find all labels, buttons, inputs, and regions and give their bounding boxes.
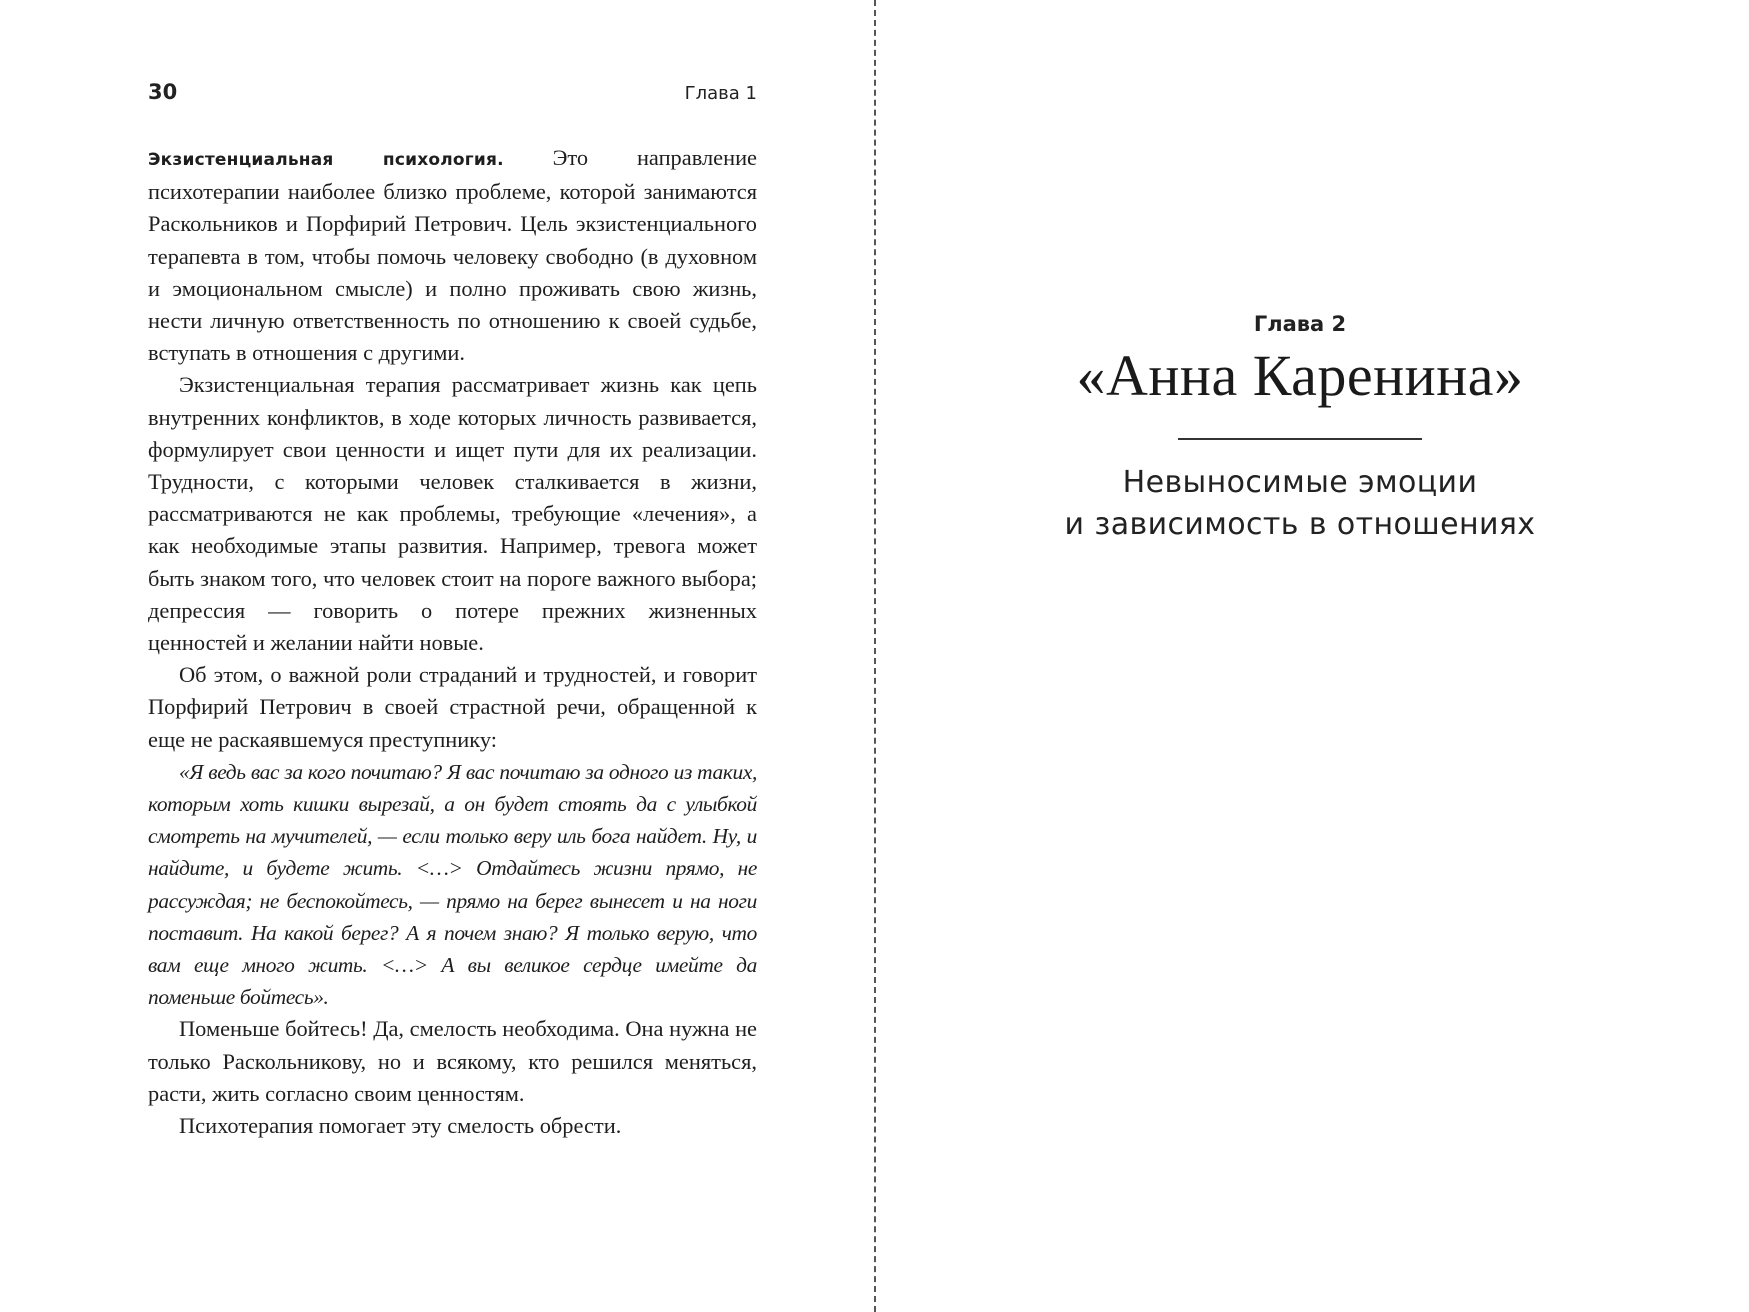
left-page <box>148 80 757 1142</box>
lead-term: Экзистенциальная психология. <box>148 150 504 170</box>
subtitle-line: Невыносимые эмоции <box>1122 465 1478 500</box>
paragraph: Об этом, о важной роли страданий и трудностей, и говорит Порфирий Петрович в своей страстной речи, обращенной к еще не раскаявшемуся преступнику: <box>148 662 757 752</box>
running-head <box>148 80 757 108</box>
paragraph-text: Это направление психотерапии наиболее близко проблеме, которой занимаются Раскольников и Порфирий Петрович. Цель экзистенциального терапевта в том, чтобы помочь человеку свободно (в духовном и эмоциональном смысле) и полно проживать свою жизнь, нести личную ответственность по отношению к своей судьбе, вступать в отношения с другими. <box>148 145 757 366</box>
chapter-title: «Анна Каренина» <box>1076 343 1524 408</box>
body-text <box>148 142 757 1142</box>
chapter-label: Глава 2 <box>1253 312 1347 336</box>
title-rule <box>1178 438 1422 440</box>
running-head-chapter: Глава 1 <box>684 83 757 104</box>
paragraph: Психотерапия помогает эту смелость обрести. <box>179 1113 622 1139</box>
paragraph: Поменьше бойтесь! Да, смелость необходима. Она нужна не только Раскольникову, но и всякому, кто решился меняться, расти, жить согласно своим ценностям. <box>148 1016 757 1106</box>
chapter-subtitle <box>960 462 1640 546</box>
block-quote: «Я ведь вас за кого почитаю? Я вас почитаю за одного из таких, которым хоть кишки вырезай, а он будет стоять да с улыбкой смотреть на мучителей, — если только веру иль бога найдет. Ну, и найдите, и будете жить. <…> Отдайтесь жизни прямо, не рассуждая; не беспокойтесь, — прямо на берег вынесет и на ноги поставит. На какой берег? А я почем знаю? Я только верую, что вам еще много жить. <…> А вы великое сердце имейте да поменьше бойтесь». <box>148 759 757 1010</box>
paragraph: Экзистенциальная терапия рассматривает жизнь как цепь внутренних конфликтов, в ходе которых личность развивается, формулирует свои ценности и ищет пути для их реализации. Трудности, с которыми человек сталкивается в жизни, рассматриваются не как проблемы, требующие «лечения», а как необходимые этапы развития. Например, тревога может быть знаком того, что человек стоит на пороге важного выбора; депрессия — говорить о потере прежних жизненных ценностей и желании найти новые. <box>148 372 757 656</box>
page-number: 30 <box>148 80 178 104</box>
right-page <box>960 312 1640 546</box>
page-divider <box>874 0 876 1312</box>
paragraph <box>148 142 757 369</box>
subtitle-line: и зависимость в отношениях <box>1064 507 1536 542</box>
